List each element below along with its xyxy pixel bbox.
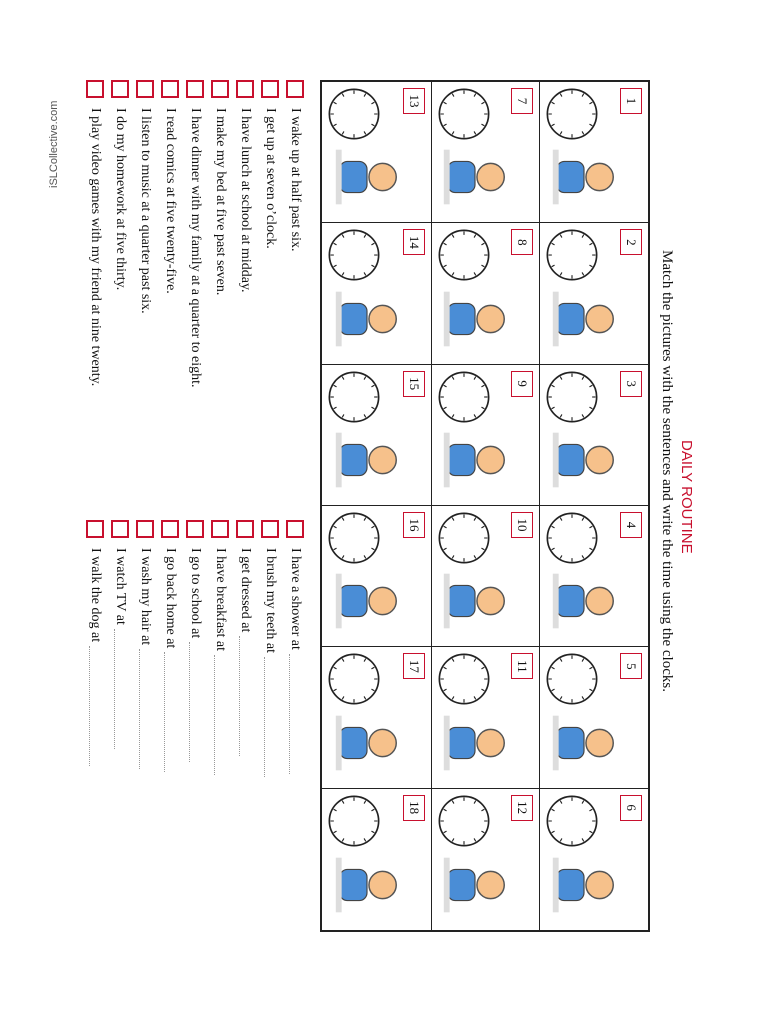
boy-getting-dressed-icon — [327, 138, 407, 216]
sentences-left-column — [83, 80, 308, 500]
sentence-text: I brush my teeth at — [263, 548, 279, 653]
clock-icon — [544, 227, 600, 283]
time-answer-line[interactable] — [114, 629, 127, 749]
clock-icon — [326, 227, 382, 283]
picture-cell — [431, 82, 540, 223]
sentence-row — [158, 520, 183, 940]
sentence-text: I watch TV at — [113, 548, 129, 625]
picture-number: 4 — [620, 512, 642, 538]
sentence-text: I play video games with my friend at nine twenty. — [88, 108, 104, 387]
picture-number: 1 — [620, 88, 642, 114]
picture-cell — [322, 506, 431, 647]
picture-cell — [539, 789, 648, 930]
picture-number: 11 — [511, 653, 533, 679]
sentence-row — [83, 80, 108, 500]
picture-number: 15 — [403, 371, 425, 397]
picture-number: 10 — [511, 512, 533, 538]
sentence-row — [208, 520, 233, 940]
picture-cell — [322, 82, 431, 223]
time-answer-line[interactable] — [214, 655, 227, 775]
girl-going-home-icon — [544, 846, 624, 924]
header — [648, 0, 768, 1024]
sentence-row — [233, 520, 258, 940]
kids-playing-games-icon — [327, 846, 407, 924]
sentence-row — [83, 520, 108, 940]
boy-in-bed-icon — [327, 421, 407, 499]
picture-number: 18 — [403, 795, 425, 821]
sentence-text: I have lunch at school at midday. — [238, 108, 254, 293]
sentence-row — [258, 520, 283, 940]
sentence-row — [183, 80, 208, 500]
answer-box[interactable] — [237, 520, 255, 538]
sentence-text: I get dressed at — [238, 548, 254, 633]
sentence-row — [283, 520, 308, 940]
picture-cell — [322, 223, 431, 364]
sentence-text: I go back home at — [163, 548, 179, 649]
boy-making-bed-icon — [435, 138, 515, 216]
picture-cell — [431, 223, 540, 364]
girl-brushing-teeth-icon — [435, 421, 515, 499]
picture-number: 14 — [403, 229, 425, 255]
picture-cell — [322, 647, 431, 788]
clock-icon — [326, 86, 382, 142]
sentences-right-column — [83, 520, 308, 940]
sentence-row — [133, 520, 158, 940]
picture-number: 5 — [620, 653, 642, 679]
time-answer-line[interactable] — [264, 657, 277, 777]
picture-number: 16 — [403, 512, 425, 538]
boy-showering-icon — [435, 562, 515, 640]
answer-box[interactable] — [237, 80, 255, 98]
sentence-row — [208, 80, 233, 500]
boy-doing-homework-icon — [327, 280, 407, 358]
boy-walking-dog-icon — [435, 704, 515, 782]
answer-box[interactable] — [162, 520, 180, 538]
clock-icon — [326, 510, 382, 566]
clock-icon — [544, 369, 600, 425]
clock-icon — [326, 369, 382, 425]
clock-icon — [436, 369, 492, 425]
watermark: iSLCollective.com — [48, 100, 60, 188]
answer-box[interactable] — [212, 520, 230, 538]
answer-box[interactable] — [262, 520, 280, 538]
clock-icon — [436, 227, 492, 283]
sentence-row — [108, 520, 133, 940]
answer-box[interactable] — [112, 520, 130, 538]
picture-number: 7 — [511, 88, 533, 114]
sentences-area — [68, 80, 308, 980]
answer-box[interactable] — [137, 80, 155, 98]
picture-cell — [431, 365, 540, 506]
picture-cell — [431, 506, 540, 647]
answer-box[interactable] — [187, 80, 205, 98]
picture-cell — [539, 647, 648, 788]
time-answer-line[interactable] — [239, 636, 252, 756]
girl-watching-tv-icon — [327, 704, 407, 782]
time-answer-line[interactable] — [189, 642, 202, 762]
sentence-text: I listen to music at a quarter past six. — [138, 108, 154, 314]
picture-cell — [539, 365, 648, 506]
sentence-text: I get up at seven o’clock. — [263, 108, 279, 249]
answer-box[interactable] — [112, 80, 130, 98]
sentence-text: I go to school at — [188, 548, 204, 639]
sentence-row — [183, 520, 208, 940]
time-answer-line[interactable] — [289, 654, 302, 774]
girl-waking-up-icon — [544, 421, 624, 499]
answer-box[interactable] — [87, 80, 105, 98]
sentence-text: I wake up at half past six. — [288, 108, 304, 252]
picture-cell — [539, 82, 648, 223]
boy-having-lunch-icon — [435, 846, 515, 924]
sentence-text: I do my homework at five thirty. — [113, 108, 129, 291]
time-answer-line[interactable] — [139, 649, 152, 769]
sentence-row — [108, 80, 133, 500]
clock-icon — [544, 510, 600, 566]
clock-icon — [326, 793, 382, 849]
clock-icon — [544, 793, 600, 849]
girl-washing-hair-icon — [327, 562, 407, 640]
time-answer-line[interactable] — [164, 652, 177, 772]
picture-cell — [322, 789, 431, 930]
answer-box[interactable] — [212, 80, 230, 98]
picture-number: 3 — [620, 371, 642, 397]
sentence-row — [258, 80, 283, 500]
clock-icon — [436, 793, 492, 849]
answer-box[interactable] — [187, 520, 205, 538]
clock-icon — [436, 651, 492, 707]
answer-box[interactable] — [287, 520, 305, 538]
picture-number: 17 — [403, 653, 425, 679]
clock-icon — [326, 651, 382, 707]
sentence-text: I read comics at five twenty-five. — [163, 108, 179, 294]
sentence-text: I have breakfast at — [213, 548, 229, 651]
sentence-row — [133, 80, 158, 500]
family-group-icon — [435, 280, 515, 358]
family-dinner-icon — [544, 562, 624, 640]
sentence-text: I walk the dog at — [88, 548, 104, 643]
sentence-row — [233, 80, 258, 500]
sentence-text: I have a shower at — [288, 548, 304, 650]
answer-box[interactable] — [137, 520, 155, 538]
sentence-text: I make my bed at five past seven. — [213, 108, 229, 296]
page-title: DAILY ROUTINE — [678, 440, 695, 554]
answer-box[interactable] — [287, 80, 305, 98]
boy-reading-comics-icon — [544, 280, 624, 358]
picture-number: 6 — [620, 795, 642, 821]
answer-box[interactable] — [87, 520, 105, 538]
picture-cell — [431, 647, 540, 788]
sentence-text: I have dinner with my family at a quarter to eight. — [188, 108, 204, 388]
picture-number: 2 — [620, 229, 642, 255]
boy-eating-icon — [544, 138, 624, 216]
instructions: Match the pictures with the sentences and write the time using the clocks. — [659, 250, 675, 692]
clock-icon — [436, 510, 492, 566]
time-answer-line[interactable] — [89, 646, 102, 766]
picture-number: 8 — [511, 229, 533, 255]
picture-grid — [320, 80, 650, 932]
girl-going-to-school-icon — [544, 704, 624, 782]
sentence-row — [283, 80, 308, 500]
sentence-row — [158, 80, 183, 500]
sentence-text: I wash my hair at — [138, 548, 154, 646]
clock-icon — [436, 86, 492, 142]
picture-cell — [539, 223, 648, 364]
clock-icon — [544, 86, 600, 142]
picture-cell — [322, 365, 431, 506]
picture-number: 9 — [511, 371, 533, 397]
picture-cell — [431, 789, 540, 930]
answer-box[interactable] — [162, 80, 180, 98]
picture-number: 12 — [511, 795, 533, 821]
answer-box[interactable] — [262, 80, 280, 98]
picture-number: 13 — [403, 88, 425, 114]
picture-cell — [539, 506, 648, 647]
clock-icon — [544, 651, 600, 707]
